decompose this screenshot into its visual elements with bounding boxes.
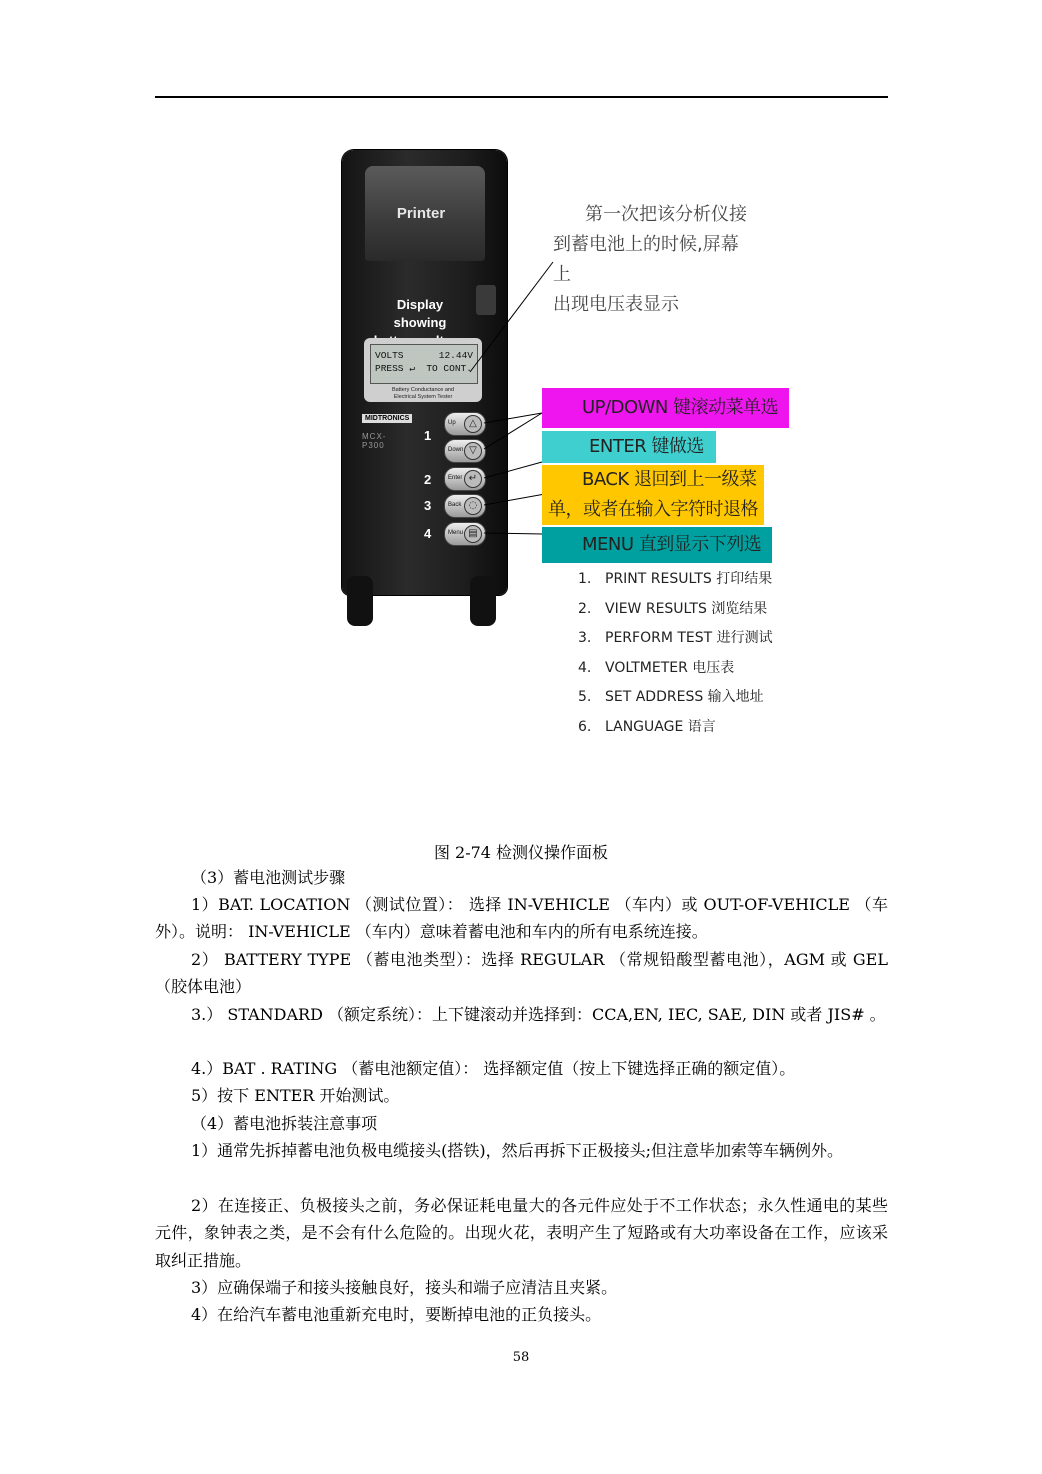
printer-label: Printer [396, 205, 446, 222]
callout-leader [470, 262, 553, 372]
back-icon: ◌ [464, 497, 482, 515]
paragraph: 1）BAT. LOCATION （测试位置）： 选择 IN-VEHICLE （车内）或 OUT-OF-VEHICLE （车外）。说明： IN-VEHICLE （车内）意味着蓄电池和车内的所有电系统连接。 [155, 895, 888, 942]
lcd-voltage-value: 12.44V [438, 350, 473, 361]
paragraph: 3）应确保端子和接头接触良好，接头和端子应清洁且夹紧。 [191, 1278, 618, 1297]
list-item: 3. PERFORM TEST 进行测试 [578, 630, 773, 646]
paragraph: 3.） STANDARD （额定系统）：上下键滚动并选择到：CCA,EN, IEC, SAE, DIN 或者 JIS# 。 [191, 1005, 886, 1024]
list-item: 6. LANGUAGE 语言 [578, 718, 716, 735]
menu-key[interactable]: Menu ▤ [444, 522, 486, 546]
enter-key[interactable]: Enter ↵ [444, 467, 486, 491]
menu-options-list [578, 565, 773, 742]
down-key[interactable]: Down ▽ [444, 439, 486, 463]
back-leader [484, 494, 545, 505]
lcd-volts-label: VOLTS [375, 350, 404, 361]
paragraph: （3）蓄电池测试步骤 [191, 868, 346, 887]
up-arrow-icon: △ [464, 415, 482, 433]
key-number-3: 3 [424, 498, 432, 513]
menu-icon: ▤ [464, 525, 482, 543]
key-number-4: 4 [424, 526, 432, 541]
paragraph: 1）通常先拆掉蓄电池负极电缆接头(搭铁)，然后再拆下正极接头;但注意毕加索等车辆例外。 [191, 1141, 844, 1160]
paragraph: 4.）BAT . RATING （蓄电池额定值）： 选择额定值（按上下键选择正确的额定值）。 [191, 1059, 796, 1078]
voltage-callout: 第一次把该分析仪接 到蓄电池上的时候,屏幕上 出现电压表显示 [553, 204, 747, 315]
up-key[interactable]: Up △ [444, 412, 486, 436]
enter-icon: ↵ [464, 470, 482, 488]
key-number-1: 1 [424, 428, 432, 443]
figure-caption: 图 2-74 检测仪操作面板 [433, 843, 609, 862]
back-tag: BACK 退回到上一级菜 单，或者在输入字符时退格 [542, 465, 764, 525]
back-key[interactable]: Back ◌ [444, 494, 486, 518]
page-number: 58 [512, 1350, 530, 1365]
model-label: MCX-P300 [362, 432, 387, 450]
paragraph: （4）蓄电池拆装注意事项 [191, 1114, 378, 1133]
list-item: 2. VIEW RESULTS 浏览结果 [578, 600, 768, 617]
brand-logo: MIDTRONICS [362, 414, 412, 423]
menu-tag: MENU 直到显示下列选 [542, 527, 772, 563]
updown-tag: UP/DOWN 键滚动菜单选 [542, 388, 789, 428]
paragraph: 4）在给汽车蓄电池重新充电时，要断掉电池的正负接头。 [191, 1305, 602, 1324]
lcd-prompt: PRESS ↵ TO CONT. [375, 363, 472, 374]
lcd-caption: Battery Conductance and Electrical System Tester [391, 387, 455, 400]
enter-leader [484, 462, 542, 478]
display-caption: Display showing [393, 297, 447, 330]
down-arrow-icon: ▽ [464, 442, 482, 460]
paragraph: 5）按下 ENTER 开始测试。 [191, 1086, 400, 1105]
paragraph: 2） BATTERY TYPE （蓄电池类型）：选择 REGULAR （常规铅酸型蓄电池），AGM 或 GEL（胶体电池） [155, 950, 888, 997]
key-number-2: 2 [424, 472, 432, 487]
list-item: 5. SET ADDRESS 输入地址 [578, 689, 764, 705]
list-item: 1. PRINT RESULTS 打印结果 [578, 571, 773, 587]
menu-leader [484, 533, 543, 534]
list-item: 4. VOLTMETER 电压表 [578, 659, 735, 676]
paragraph: 2）在连接正、负极接头之前，务必保证耗电量大的各元件应处于不工作状态；永久性通电的某些元件，象钟表之类，是不会有什么危险的。出现火花，表明产生了短路或有大功率设备在工作，应该采取纠正措施。 [155, 1196, 888, 1270]
enter-tag: ENTER 键做选 [542, 431, 716, 463]
